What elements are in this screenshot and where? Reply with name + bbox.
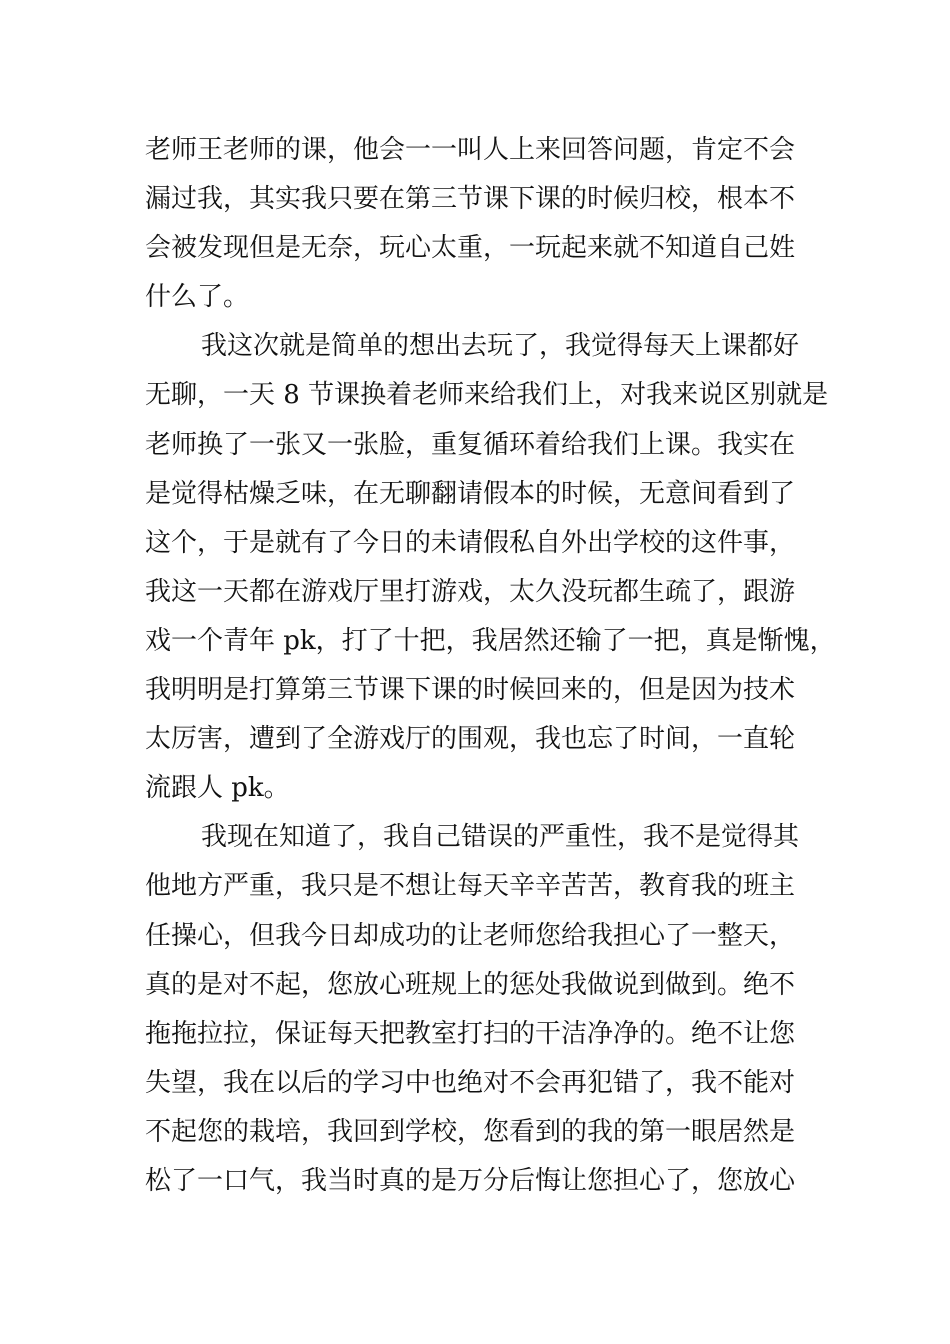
text-line: 会被发现但是无奈，玩心太重，一玩起来就不知道自己姓	[145, 233, 796, 264]
text-line: 漏过我，其实我只要在第三节课下课的时候归校，根本不	[145, 184, 796, 215]
text-line: 什么了。	[145, 282, 250, 313]
text-line: 失望，我在以后的学习中也绝对不会再犯错了，我不能对	[145, 1067, 796, 1098]
text-line: 拖拖拉拉，保证每天把教室打扫的干洁净净的。绝不让您	[145, 1018, 796, 1049]
text-line: 老师换了一张又一张脸，重复循环着给我们上课。我实在	[145, 429, 796, 460]
paragraph-start-line: 我现在知道了，我自己错误的严重性，我不是觉得其	[201, 822, 800, 853]
text-line: 太厉害，遭到了全游戏厅的围观，我也忘了时间，一直轮	[145, 724, 796, 755]
text-line: 他地方严重，我只是不想让每天辛辛苦苦，教育我的班主	[145, 871, 796, 902]
text-line: 我这一天都在游戏厅里打游戏，太久没玩都生疏了，跟游	[145, 576, 796, 607]
text-line: 戏一个青年 pk，打了十把，我居然还输了一把，真是惭愧，	[145, 625, 836, 656]
text-line: 无聊，一天 8 节课换着老师来给我们上，对我来说区别就是	[145, 380, 829, 411]
text-line: 松了一口气，我当时真的是万分后悔让您担心了，您放心	[145, 1165, 796, 1196]
text-line: 老师王老师的课，他会一一叫人上来回答问题，肯定不会	[145, 135, 796, 165]
text-line: 是觉得枯燥乏味，在无聊翻请假本的时候，无意间看到了	[145, 478, 796, 509]
text-line: 我明明是打算第三节课下课的时候回来的，但是因为技术	[145, 675, 796, 706]
document-body	[145, 126, 836, 1206]
paragraph-start-line: 我这次就是简单的想出去玩了，我觉得每天上课都好	[201, 331, 800, 362]
text-line: 流跟人 pk。	[145, 773, 290, 804]
text-line: 不起您的栽培，我回到学校，您看到的我的第一眼居然是	[145, 1116, 796, 1147]
text-line: 这个，于是就有了今日的未请假私自外出学校的这件事，	[145, 527, 796, 558]
text-line: 任操心，但我今日却成功的让老师您给我担心了一整天，	[145, 920, 796, 951]
text-line: 真的是对不起，您放心班规上的惩处我做说到做到。绝不	[145, 969, 796, 1000]
